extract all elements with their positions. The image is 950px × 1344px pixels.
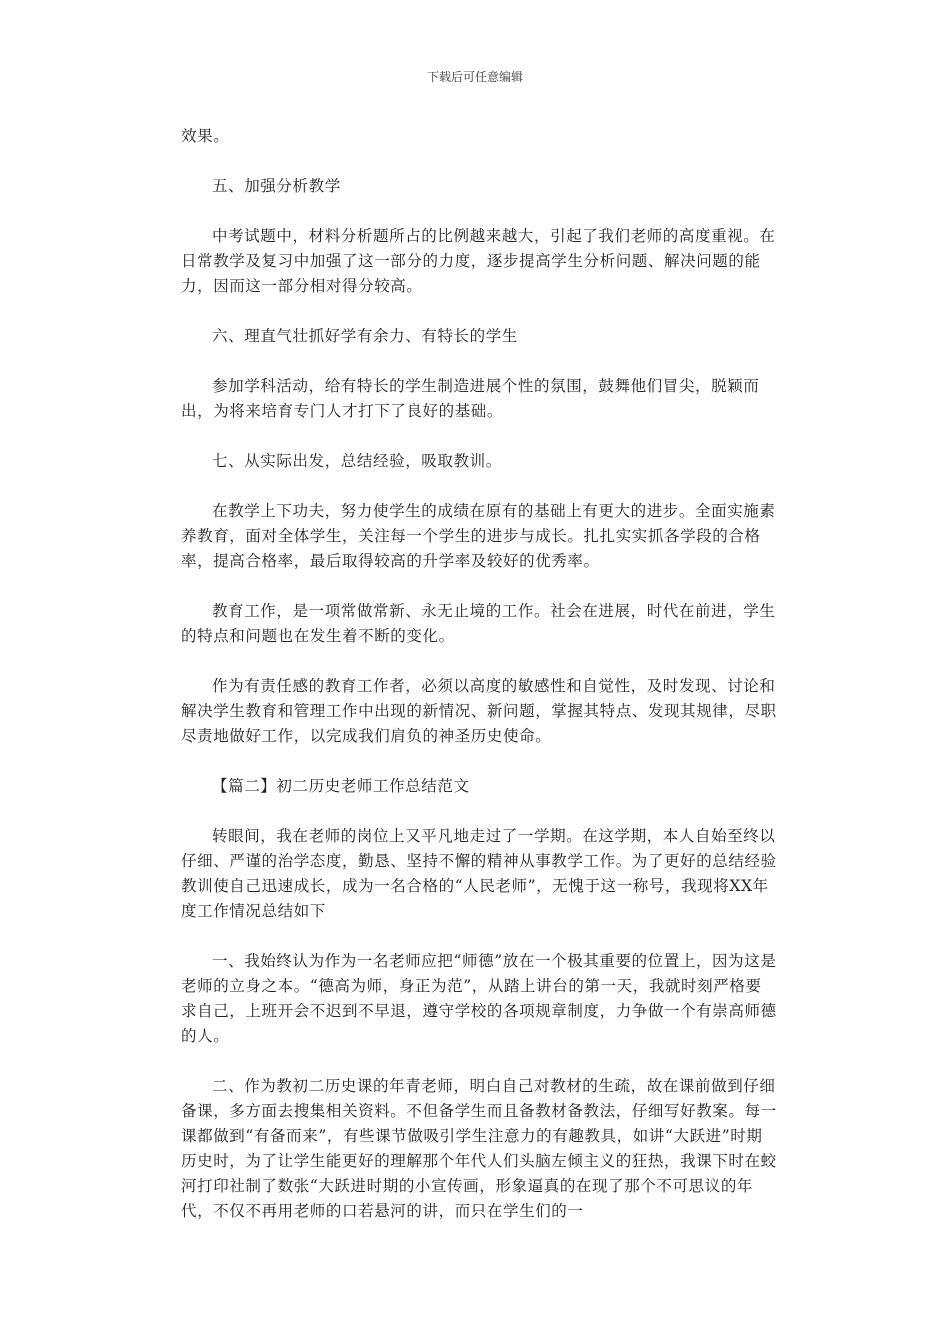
page-header-note: 下载后可任意编辑 bbox=[426, 70, 523, 84]
document-body bbox=[181, 124, 777, 1249]
article-title-part-2: 【篇二】初二历史老师工作总结范文 bbox=[212, 777, 470, 795]
paragraph: 教育工作，是一项常做常新、永无止境的工作。社会在进展，时代在前进，学生的特点和问题也在发生着不断的变化。 bbox=[181, 602, 776, 645]
paragraph: 转眼间，我在老师的岗位上又平凡地走过了一学期。在这学期，本人自始至终以仔细、严谨的治学态度，勤恳、坚持不懈的精神从事教学工作。为了更好的总结经验教训使自己迅速成长，成为一名合格的“人民老师”，无愧于这一称号，我现将XX年度工作情况总结如下 bbox=[181, 827, 777, 920]
paragraph: 一、我始终认为作为一名老师应把“师德”放在一个极其重要的位置上，因为这是老师的立身之本。“德高为师，身正为范”，从踏上讲台的第一天，我就时刻严格要求自己，上班开会不迟到不早退，遵守学校的各项规章制度，力争做一个有崇高师德的人。 bbox=[181, 952, 777, 1045]
paragraph: 在教学上下功夫，努力使学生的成绩在原有的基础上有更大的进步。全面实施素养教育，面对全体学生，关注每一个学生的进步与成长。扎扎实实抓各学段的合格率，提高合格率，最后取得较高的升学率及较好的优秀率。 bbox=[181, 502, 776, 570]
paragraph: 二、作为教初二历史课的年青老师，明白自己对教材的生疏，故在课前做到仔细备课，多方面去搜集相关资料。不但备学生而且备教材备教法，仔细写好教案。每一课都做到“有备而来”，有些课节做吸引学生注意力的有趣教具，如讲“大跃进”时期历史时，为了让学生能更好的理解那个年代人们头脑左倾主义的狂热，我课下时在蛟河打印社制了数张“大跃进时期的小宣传画，形象逼真的在现了那个不可思议的年代，不仅不再用老师的口若悬河的讲，而只在学生们的一 bbox=[181, 1077, 777, 1220]
paragraph: 中考试题中，材料分析题所占的比例越来越大，引起了我们老师的高度重视。在日常教学及复习中加强了这一部分的力度，逐步提高学生分析问题、解决问题的能力，因而这一部分相对得分较高。 bbox=[181, 227, 776, 295]
section-heading-5: 五、加强分析教学 bbox=[212, 177, 341, 195]
paragraph: 作为有责任感的教育工作者，必须以高度的敏感性和自觉性，及时发现、讨论和解决学生教育和管理工作中出现的新情况、新问题，掌握其特点、发现其规律，尽职尽责地做好工作，以完成我们肩负的神圣历史使命。 bbox=[181, 677, 777, 745]
paragraph-continuation: 效果。 bbox=[181, 127, 230, 145]
section-heading-7: 七、从实际出发，总结经验，吸取教训。 bbox=[212, 452, 502, 470]
section-heading-6: 六、理直气壮抓好学有余力、有特长的学生 bbox=[212, 327, 518, 345]
paragraph: 参加学科活动，给有特长的学生制造进展个性的氛围，鼓舞他们冒尖，脱颖而出，为将来培育专门人才打下了良好的基础。 bbox=[181, 377, 760, 420]
